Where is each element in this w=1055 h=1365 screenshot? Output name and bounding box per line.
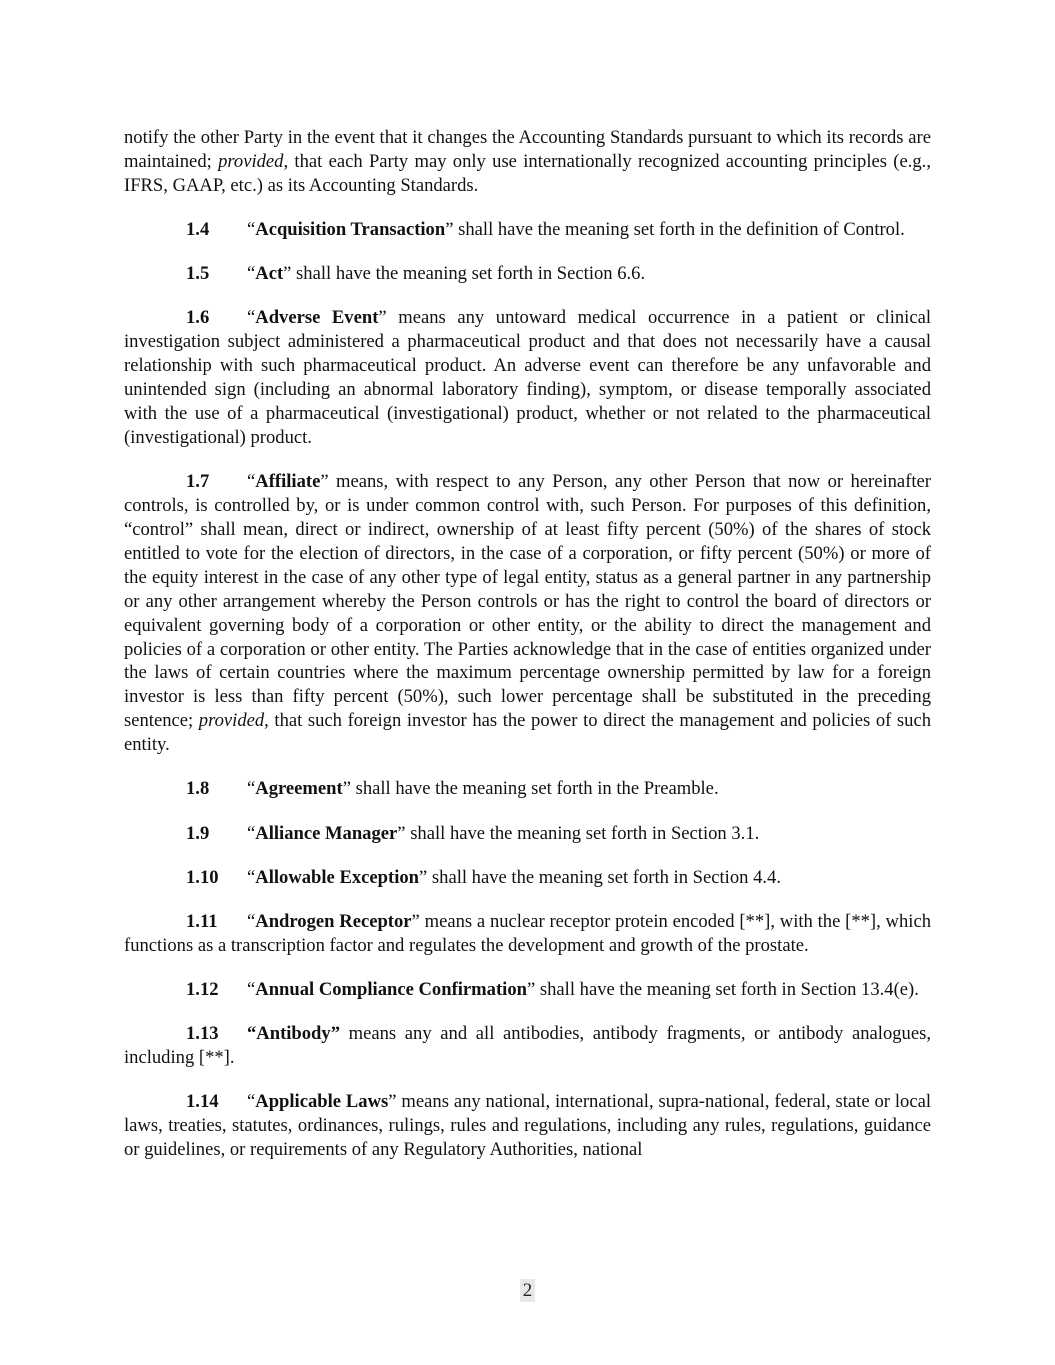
- defined-term: Affiliate: [255, 471, 321, 493]
- section-1-13: [124, 1022, 931, 1070]
- continuation-italic: provided: [218, 150, 284, 172]
- definition-text: shall have the meaning set forth in Section 4.4.: [427, 866, 781, 888]
- section-1-6: [124, 306, 931, 449]
- section-1-12: [124, 978, 931, 1002]
- definition-text: shall have the meaning set forth in Section 3.1.: [405, 822, 760, 844]
- definition-text: means any and all antibodies, antibody fragments, or antibody analogues, including [**].: [124, 1023, 931, 1069]
- section-number: 1.7: [186, 471, 210, 493]
- close-quote: ”: [342, 778, 351, 800]
- open-quote: “: [247, 910, 256, 932]
- section-number: 1.10: [186, 866, 219, 888]
- open-quote: “: [247, 1091, 256, 1113]
- close-quote: ”: [526, 979, 536, 1001]
- defined-term: Annual Compliance Confirmation: [255, 979, 527, 1001]
- section-1-4: [124, 218, 931, 242]
- continuation-text: notify the other Party in the event that it changes the Accounting Standards pursuant to which its records are maintained;: [124, 127, 931, 172]
- defined-term: Adverse Event: [255, 307, 379, 329]
- close-quote: ”: [378, 307, 387, 329]
- section-1-8: [124, 777, 931, 801]
- continuation-paragraph: [124, 126, 931, 198]
- section-number: 1.5: [186, 263, 210, 285]
- section-number: 1.13: [186, 1023, 219, 1045]
- section-number: 1.4: [186, 219, 210, 241]
- section-number: 1.6: [186, 307, 210, 329]
- defined-term: Applicable Laws: [255, 1091, 389, 1113]
- section-1-7: [124, 470, 931, 757]
- open-quote: “: [247, 778, 256, 800]
- section-number: 1.12: [186, 979, 219, 1001]
- close-quote: ”: [411, 910, 420, 932]
- section-1-10: [124, 866, 931, 890]
- close-quote: ”: [445, 219, 454, 241]
- definition-text: shall have the meaning set forth in the definition of Control.: [453, 219, 905, 241]
- close-quote: ”: [419, 866, 428, 888]
- definition-text: shall have the meaning set forth in Section 6.6.: [291, 263, 646, 285]
- definition-text: shall have the meaning set forth in the Preamble.: [350, 778, 719, 800]
- page-footer: [0, 1280, 1055, 1302]
- close-quote: ”: [283, 263, 292, 285]
- close-quote: ”: [320, 471, 329, 493]
- defined-term: Acquisition Transaction: [255, 219, 446, 241]
- definition-text: means a nuclear receptor protein encoded [**], with the [**], which functions as a transcription factor and regulates the development and growth of the prostate.: [124, 910, 931, 956]
- section-1-11: [124, 910, 931, 958]
- definition-text-end: , that such foreign investor has the power to direct the management and policies of such entity.: [124, 710, 931, 756]
- open-quote: “: [247, 263, 256, 285]
- open-quote: “: [247, 979, 256, 1001]
- page-number: 2: [520, 1279, 536, 1302]
- section-number: 1.9: [186, 822, 210, 844]
- section-number: 1.14: [186, 1091, 219, 1113]
- defined-term: Agreement: [255, 778, 343, 800]
- defined-term: Alliance Manager: [255, 822, 398, 844]
- section-1-14: [124, 1090, 931, 1162]
- continuation-text-end: , that each Party may only use internationally recognized accounting principles (e.g., IFRS, GAAP, etc.) as its Accounting Standards.: [124, 150, 931, 196]
- open-quote: “: [247, 822, 256, 844]
- definition-text: means any national, international, supra-national, federal, state or local laws, treaties, statutes, ordinances, rulings, rules and regulations, including any rules, regulations, guidance or guidelines, or requirements of any Regulatory Authorities, national: [124, 1091, 931, 1161]
- section-number: 1.8: [186, 778, 210, 800]
- close-quote: ”: [397, 822, 406, 844]
- defined-term: Act: [255, 263, 284, 285]
- open-quote: “: [247, 219, 256, 241]
- open-quote: “: [247, 471, 256, 493]
- defined-term: Androgen Receptor: [255, 910, 412, 932]
- section-1-9: [124, 822, 931, 846]
- defined-term: “Antibody”: [247, 1023, 340, 1045]
- definition-text: means any untoward medical occurrence in a patient or clinical investigation subject administered a pharmaceutical product and that does not necessarily have a causal relationship with such pharmaceutical product. An adverse event can therefore be any unfavorable and unintended sign (including an abnormal laboratory finding), symptom, or disease temporally associated with the use of a pharmaceutical (investigational) product, whether or not related to the pharmaceutical (investigational) product.: [124, 307, 931, 448]
- definition-italic: provided: [198, 710, 265, 732]
- document-page: [124, 126, 931, 1182]
- close-quote: ”: [388, 1091, 397, 1113]
- defined-term: Allowable Exception: [255, 866, 419, 888]
- definition-text: shall have the meaning set forth in Section 13.4(e).: [535, 979, 919, 1001]
- open-quote: “: [247, 866, 256, 888]
- section-1-5: [124, 262, 931, 286]
- definition-text: means, with respect to any Person, any other Person that now or hereinafter controls, is controlled by, or is under common control with, such Person. For purposes of this definition, “control” shall mean, direct or indirect, ownership of at least fifty percent (50%) of the shares of stock entitled to vote for the election of directors, in the case of a corporation, or fifty percent (50%) or more of the equity interest in the case of any other type of legal entity, status as a general partner in any partnership or any other arrangement whereby the Person controls or has the right to control the board of directors or equivalent governing body of a corporation or other entity, or the ability to direct the management and policies of a corporation or other entity. The Parties acknowledge that in the case of entities organized under the laws of certain countries where the maximum percentage ownership permitted by law for a foreign investor is less than fifty percent (50%), such lower percentage shall be substituted in the preceding sentence;: [124, 471, 931, 732]
- section-number: 1.11: [186, 910, 218, 932]
- open-quote: “: [247, 307, 256, 329]
